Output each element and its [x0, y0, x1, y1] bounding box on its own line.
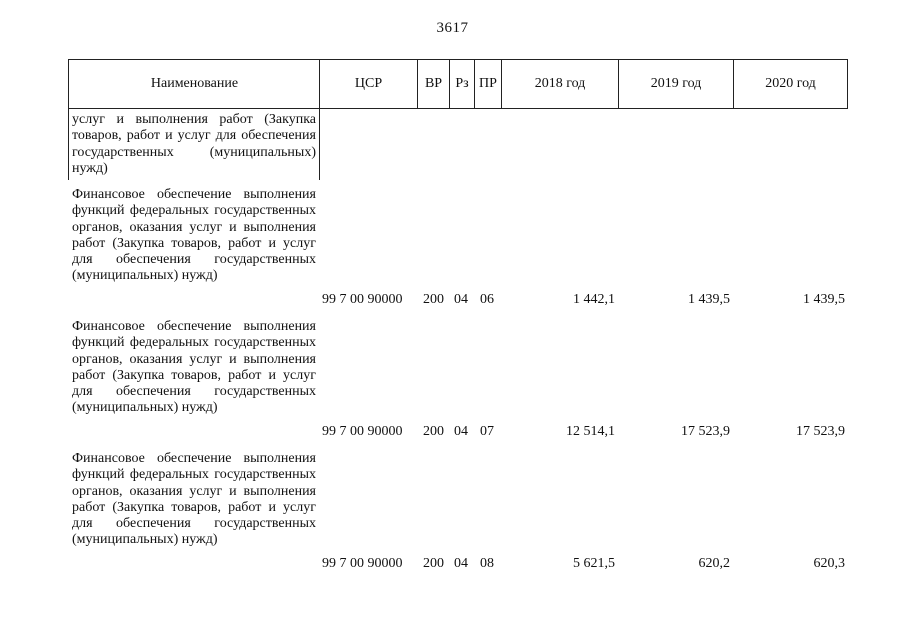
row-csr: 99 7 00 90000: [322, 292, 403, 307]
row-rz: 04: [454, 556, 468, 571]
row-2020: 17 523,9: [796, 424, 845, 439]
header-csr: ЦСР: [354, 76, 383, 91]
row-name: Финансовое обеспечение выполнения функций федеральных государственных органов, оказания услуг и выполнения работ (Закупка товаров, работ и услуг для обеспечения государственных (муниципальных) нужд): [72, 187, 316, 284]
header-2020: 2020 год: [765, 76, 816, 91]
header-name: Наименование: [150, 76, 239, 91]
row-2018: 5 621,5: [573, 556, 615, 571]
header-rz: Рз: [455, 76, 469, 91]
header-2019: 2019 год: [650, 76, 702, 91]
header-vr: ВР: [424, 76, 443, 91]
row-2018: 1 442,1: [573, 292, 615, 307]
continuation-text: услуг и выполнения работ (Закупка товаров, работ и услуг для обеспечения государственных (муниципальных) нужд): [72, 112, 316, 176]
row-2018: 12 514,1: [566, 424, 615, 439]
row-name: Финансовое обеспечение выполнения функций федеральных государственных органов, оказания услуг и выполнения работ (Закупка товаров, работ и услуг для обеспечения государственных (муниципальных) нужд): [72, 451, 316, 548]
row-pr: 07: [480, 424, 494, 439]
table-left-border: [68, 108, 69, 180]
row-vr: 200: [423, 556, 444, 571]
row-2019: 620,2: [698, 556, 730, 571]
row-2019: 17 523,9: [681, 424, 730, 439]
row-vr: 200: [423, 424, 444, 439]
name-column-border: [319, 108, 320, 180]
row-2020: 1 439,5: [803, 292, 845, 307]
header-2018: 2018 год: [534, 76, 586, 91]
row-csr: 99 7 00 90000: [322, 556, 403, 571]
row-2019: 1 439,5: [688, 292, 730, 307]
header-pr: ПР: [479, 76, 497, 91]
table-header: [68, 59, 848, 109]
row-rz: 04: [454, 424, 468, 439]
row-name: Финансовое обеспечение выполнения функций федеральных государственных органов, оказания услуг и выполнения работ (Закупка товаров, работ и услуг для обеспечения государственных (муниципальных) нужд): [72, 319, 316, 416]
row-csr: 99 7 00 90000: [322, 424, 403, 439]
row-pr: 08: [480, 556, 494, 571]
row-pr: 06: [480, 292, 494, 307]
row-rz: 04: [454, 292, 468, 307]
row-2020: 620,3: [813, 556, 845, 571]
row-vr: 200: [423, 292, 444, 307]
page-number: 3617: [436, 20, 469, 36]
